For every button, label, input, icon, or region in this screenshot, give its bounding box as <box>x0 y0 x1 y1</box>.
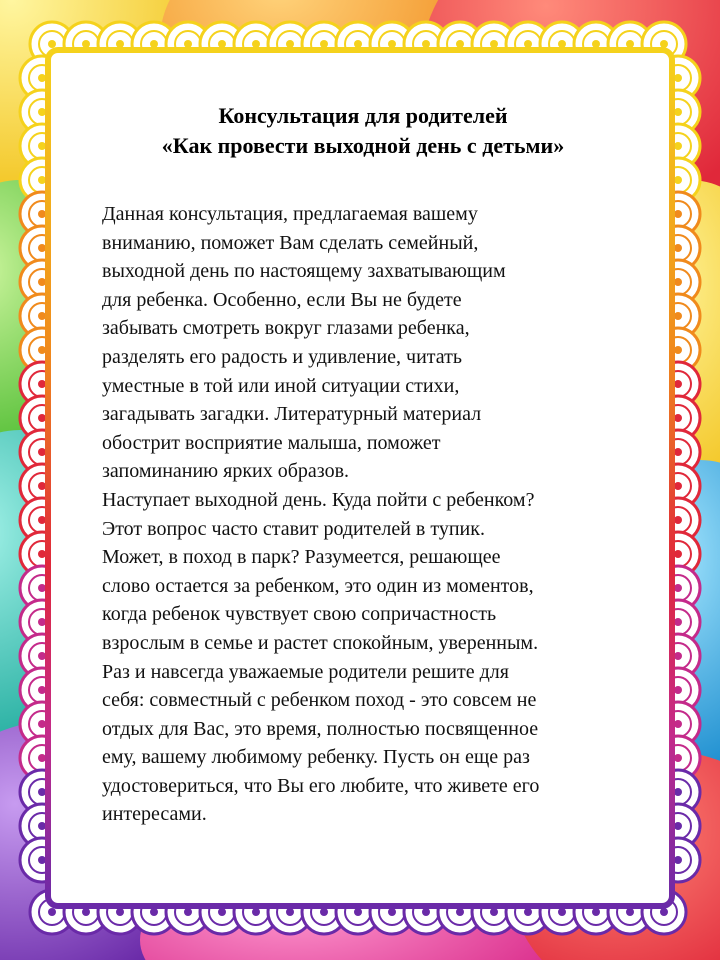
body-line: взрослым в семье и растет спокойным, уверенным. <box>102 631 539 654</box>
body-line: разделять его радость и удивление, читать <box>102 345 462 368</box>
body-line: ему, вашему любимому ребенку. Пусть он еще раз <box>102 746 530 769</box>
body-line: Раз и навсегда уважаемые родители решите для <box>102 660 509 683</box>
body-line: Наступает выходной день. Куда пойти с ребенком? <box>102 488 535 511</box>
body-line: когда ребенок чувствует свою сопричастность <box>102 603 497 626</box>
body-line: для ребенка. Особенно, если Вы не будете <box>102 288 462 311</box>
body-line: забывать смотреть вокруг глазами ребенка, <box>102 317 470 340</box>
title-line-2: «Как провести выходной день с детьми» <box>161 133 565 158</box>
body-line: вниманию, поможет Вам сделать семейный, <box>102 231 479 254</box>
body-line: интересами. <box>102 803 207 826</box>
body-line: обострит восприятие малыша, поможет <box>102 431 441 454</box>
body-line: Может, в поход в парк? Разумеется, решающее <box>102 546 501 569</box>
body-text <box>102 200 642 829</box>
body-line: выходной день по настоящему захватывающим <box>102 260 506 283</box>
page-title <box>68 101 658 161</box>
title-line-1: Консультация для родителей <box>218 103 508 128</box>
body-line: удостовериться, что Вы его любите, что живете его <box>102 774 540 797</box>
body-line: Этот вопрос часто ставит родителей в тупик. <box>102 517 485 540</box>
body-line: загадывать загадки. Литературный материал <box>102 403 482 426</box>
body-line: уместные в той или иной ситуации стихи, <box>102 374 460 397</box>
body-line: Данная консультация, предлагаемая вашему <box>102 203 478 225</box>
body-line: себя: совместный с ребенком поход - это совсем не <box>102 689 537 712</box>
body-line: слово остается за ребенком, это один из моментов, <box>102 574 534 597</box>
body-line: отдых для Вас, это время, полностью посвященное <box>102 717 539 740</box>
body-line: запоминанию ярких образов. <box>102 460 350 483</box>
